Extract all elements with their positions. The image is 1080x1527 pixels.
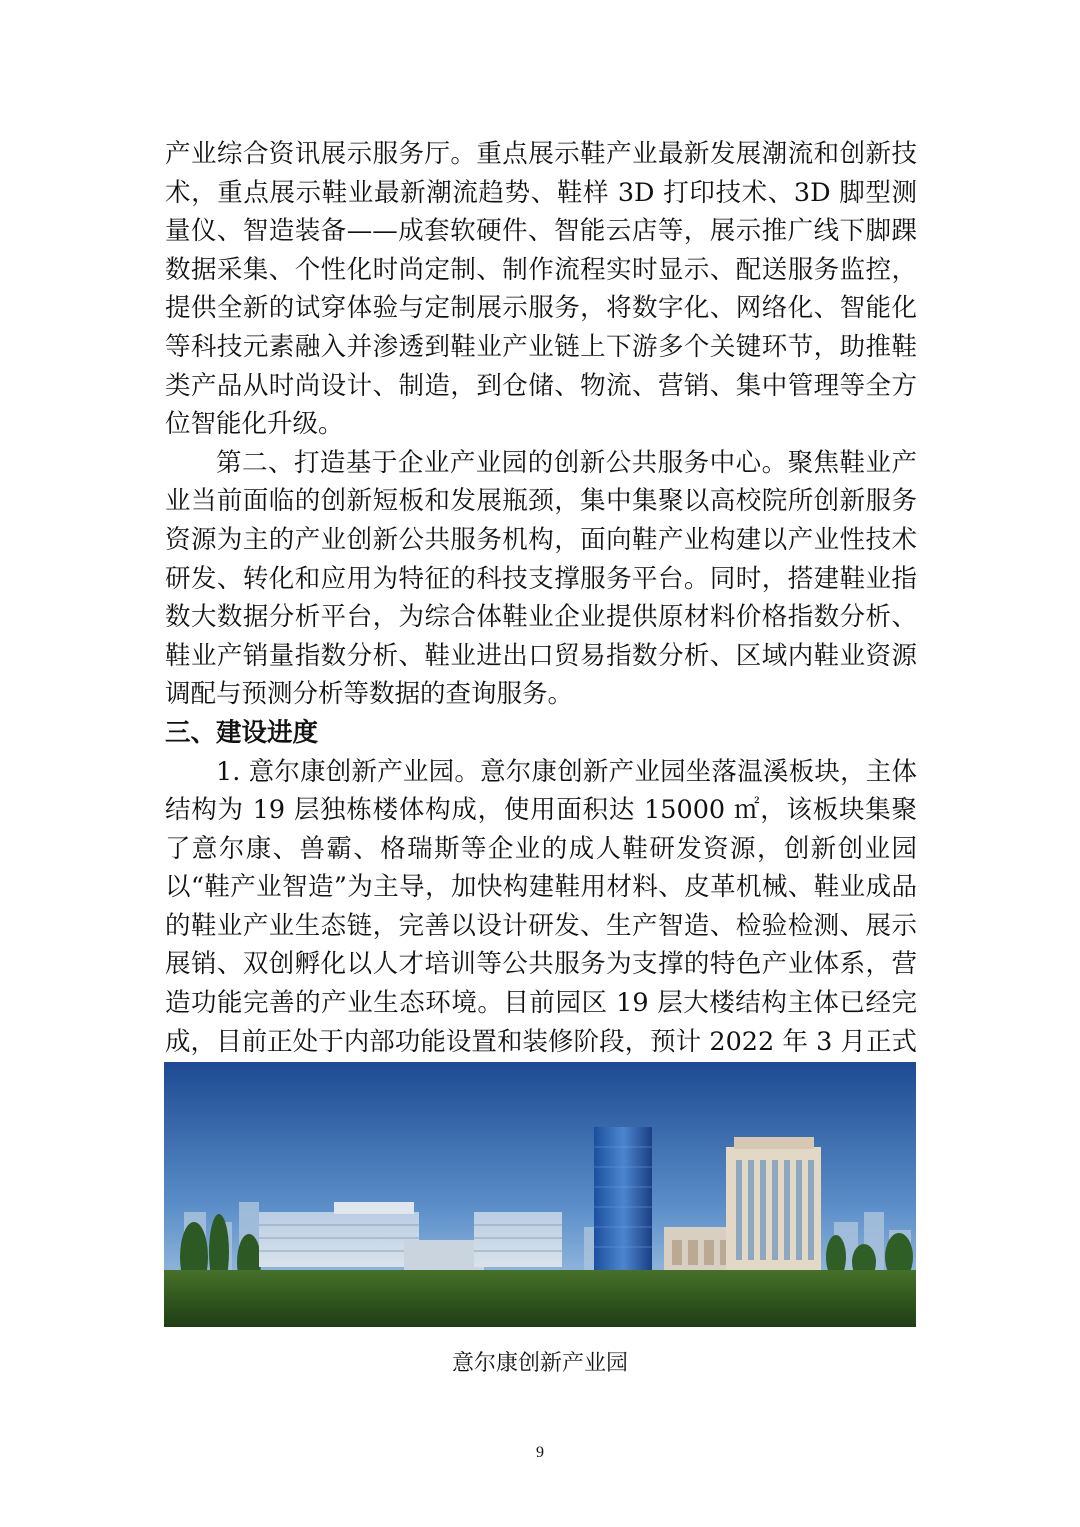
body-text	[165, 135, 917, 1100]
paragraph-innovation-center: 第二、打造基于企业产业园的创新公共服务中心。聚焦鞋业产业当前面临的创新短板和发展瓶颈，集中集聚以高校院所创新服务资源为主的产业创新公共服务机构，面向鞋产业构建以产业性技术研发、转化和应用为特征的科技支撑服务平台。同时，搭建鞋业指数大数据分析平台，为综合体鞋业企业提供原材料价格指数分析、鞋业产销量指数分析、鞋业进出口贸易指数分析、区域内鞋业资源调配与预测分析等数据的查询服务。	[165, 447, 917, 710]
industrial-park-photo	[164, 1062, 916, 1327]
figure-caption: 意尔康创新产业园	[451, 1351, 628, 1376]
section-heading: 三、建设进度	[165, 717, 319, 748]
page-number: 9	[536, 1444, 544, 1461]
paragraph-showroom: 产业综合资讯展示服务厅。重点展示鞋产业最新发展潮流和创新技术，重点展示鞋业最新潮流趋势、鞋样 3D 打印技术、3D 脚型测量仪、智造装备——成套软硬件、智能云店等，展示推广线下脚踝数据采集、个性化时尚定制、制作流程实时显示、配送服务监控，提供全新的试穿体验与定制展示服务，将数字化、网络化、智能化等科技元素融入并渗透到鞋业产业链上下游多个关键环节，助推鞋类产品从时尚设计、制造，到仓储、物流、营销、集中管理等全方位智能化升级。	[165, 139, 917, 440]
paragraph-yierkang-park: 1. 意尔康创新产业园。意尔康创新产业园坐落温溪板块，主体结构为 19 层独栋楼体构成，使用面积达 15000 ㎡，该板块集聚了意尔康、兽霸、格瑞斯等企业的成人鞋研发资源，创新创业园以“鞋产业智造”为主导，加快构建鞋用材料、皮革机械、鞋业成品的鞋业产业生态链，完善以设计研发、生产智造、检验检测、展示展销、双创孵化以人才培训等公共服务为支撑的特色产业体系，营造功能完善的产业生态环境。目前园区 19 层大楼结构主体已经完成，目前正处于内部功能设置和装修阶段，预计 2022 年 3 月正式	[165, 756, 917, 1057]
